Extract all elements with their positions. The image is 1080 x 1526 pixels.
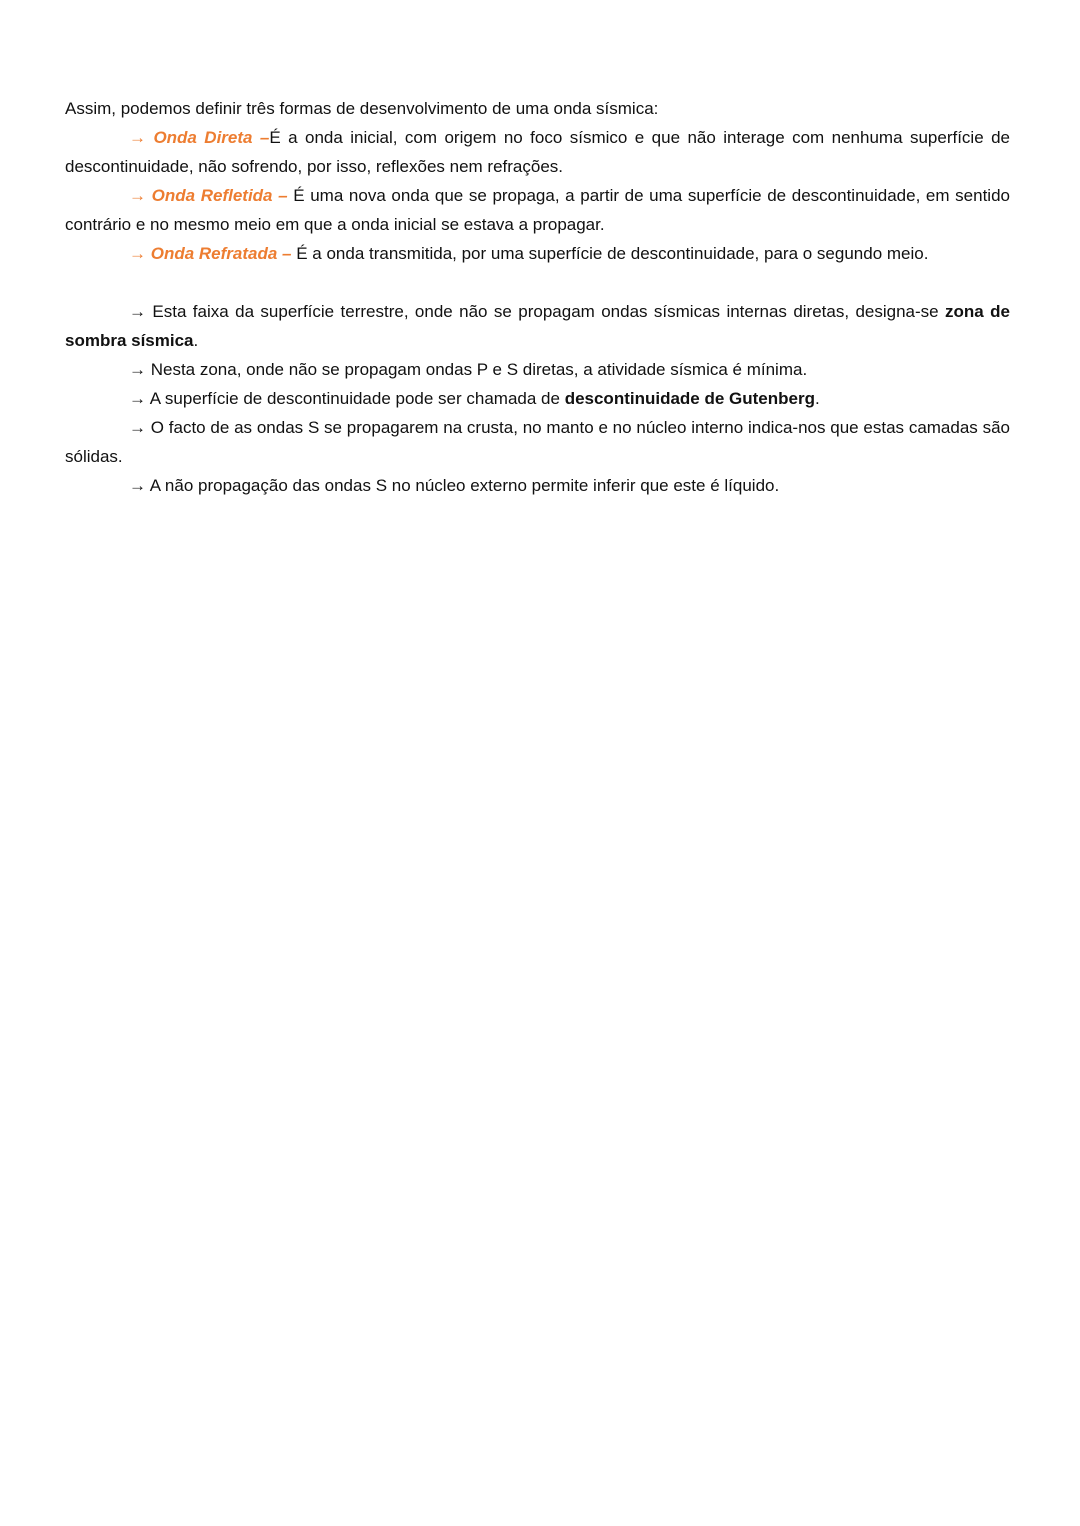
note-low-activity	[65, 355, 1010, 384]
note-gutenberg	[65, 384, 1010, 413]
note-liquid-core	[65, 471, 1010, 500]
right-arrow-icon: →	[129, 476, 146, 495]
right-arrow-icon: →	[129, 302, 146, 321]
wave-term: Onda Refratada –	[150, 244, 292, 263]
right-arrow-icon: →	[129, 244, 146, 263]
intro-paragraph: Assim, podemos definir três formas de desenvolvimento de uma onda sísmica:	[65, 99, 659, 118]
wave-definition: É uma nova onda que se propaga, a partir de uma superfície de descontinuidade, em sentido contrário e no mesmo meio em que a onda inicial se estava a propagar.	[65, 186, 1010, 234]
right-arrow-icon: →	[129, 418, 146, 437]
wave-term: Onda Direta –	[153, 128, 270, 147]
document-page	[65, 94, 1010, 500]
note-text: O facto de as ondas S se propagarem na crusta, no manto e no núcleo interno indica-nos que estas camadas são sólidas.	[65, 418, 1010, 466]
right-arrow-icon: →	[129, 389, 146, 408]
wave-definition: É a onda transmitida, por uma superfície de descontinuidade, para o segundo meio.	[291, 244, 929, 263]
note-bold-term: zona de sombra sísmica	[65, 302, 1010, 350]
right-arrow-icon: →	[129, 186, 146, 205]
note-text: Esta faixa da superfície terrestre, onde não se propagam ondas sísmicas internas diretas, designa-se	[146, 302, 946, 321]
right-arrow-icon: →	[129, 128, 146, 147]
wave-item-refratada	[65, 239, 1010, 268]
wave-definition: É a onda inicial, com origem no foco sísmico e que não interage com nenhuma superfície de descontinuidade, não sofrendo, por isso, reflexões nem refrações.	[65, 128, 1010, 176]
wave-term: Onda Refletida –	[151, 186, 288, 205]
note-text: A não propagação das ondas S no núcleo externo permite inferir que este é líquido.	[146, 476, 780, 495]
right-arrow-icon: →	[129, 360, 146, 379]
wave-item-refletida	[65, 181, 1010, 239]
note-text: A superfície de descontinuidade pode ser chamada de	[146, 389, 565, 408]
note-text-end: .	[193, 331, 199, 350]
note-solid-layers	[65, 413, 1010, 471]
note-shadow-zone	[65, 297, 1010, 355]
note-text-end: .	[815, 389, 820, 408]
paragraph-spacer	[65, 268, 1010, 297]
wave-item-direta	[65, 123, 1010, 181]
note-text: Nesta zona, onde não se propagam ondas P e S diretas, a atividade sísmica é mínima.	[146, 360, 808, 379]
note-bold-term: descontinuidade de Gutenberg	[564, 389, 815, 408]
